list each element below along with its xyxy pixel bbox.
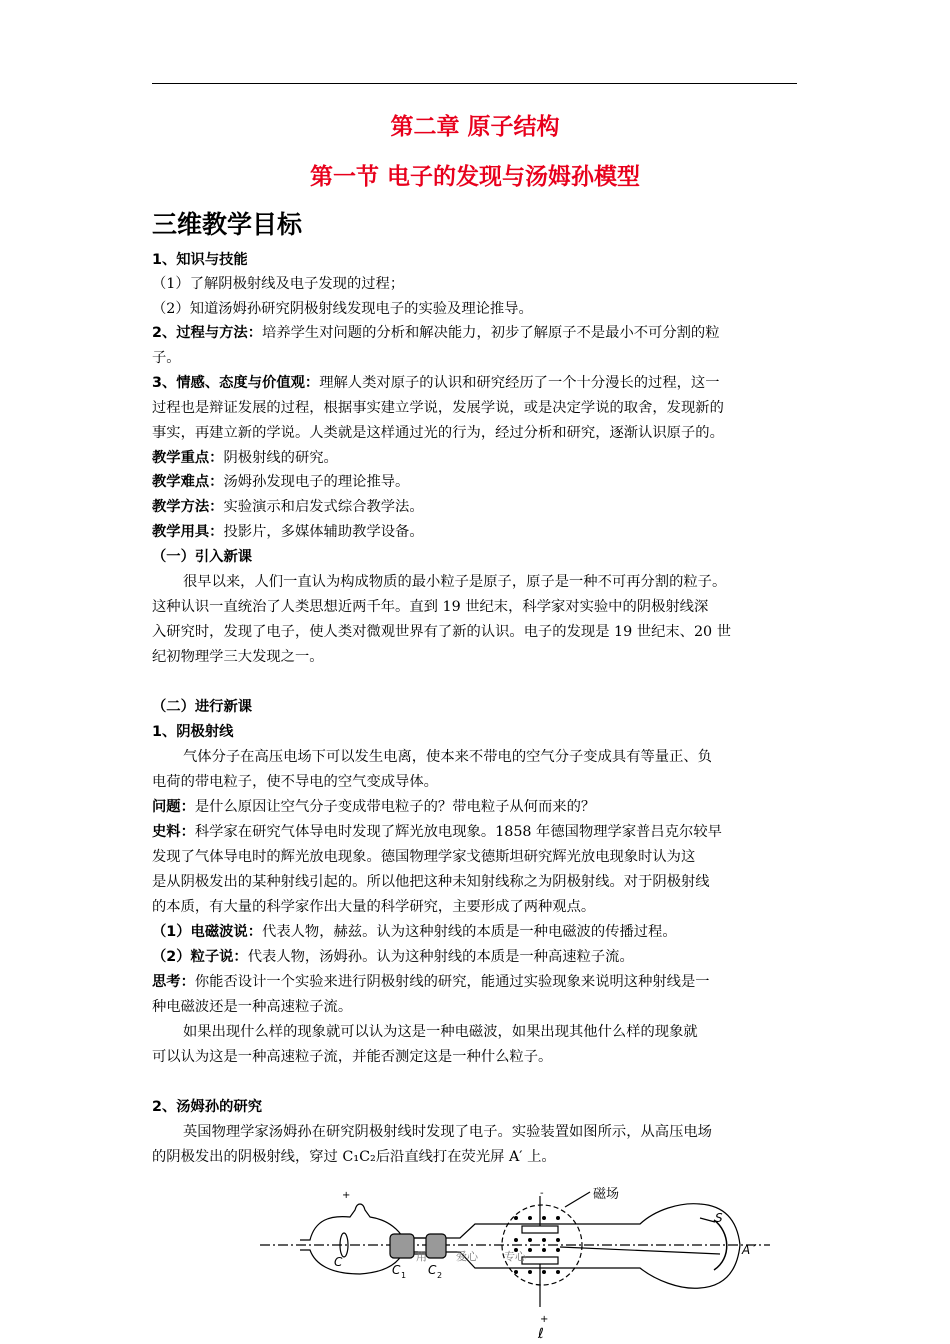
paragraph-1-line-1: 很早以来，人们一直认为构成物质的最小粒子是原子，原子是一种不可再分割的粒子。	[183, 574, 727, 590]
label-ell: ℓ	[538, 1326, 544, 1342]
sub-2-heading: 2、汤姆孙的研究	[152, 1099, 263, 1115]
tools: 教学用具：投影片，多媒体辅助教学设备。	[152, 524, 424, 540]
deflected-beam	[560, 1247, 720, 1254]
obj3: 3、情感、态度与价值观：理解人类对原子的认识和研究经历了一个十分漫长的过程，这一	[152, 375, 720, 391]
history-line-3: 是从阴极发出的某种射线引起的。所以他把这种未知射线称之为阴极射线。对于阴极射线	[152, 874, 710, 890]
upper-plate	[522, 1226, 558, 1233]
lower-plate	[522, 1257, 558, 1264]
label-c: C	[334, 1255, 343, 1269]
view-2: （2）粒子说：代表人物，汤姆孙。认为这种射线的本质是一种高速粒子流。	[152, 949, 634, 965]
paragraph-3-line-1: 如果出现什么样的现象就可以认为这是一种电磁波，如果出现其他什么样的现象就	[183, 1024, 698, 1040]
main-tube	[446, 1204, 740, 1289]
objectives-heading: 三维教学目标	[152, 210, 303, 239]
section-2-heading: （二）进行新课	[152, 699, 253, 715]
label-s: S	[715, 1211, 723, 1225]
watermark-1: 用	[416, 1250, 427, 1263]
obj1-heading: 1、知识与技能	[152, 252, 248, 268]
method: 教学方法：实验演示和启发式综合教学法。	[152, 499, 424, 515]
sub-1-heading: 1、阴极射线	[152, 724, 234, 740]
obj2-cont: 子。	[152, 350, 181, 366]
left-bulb	[300, 1204, 435, 1274]
chapter-title: 第二章 原子结构	[390, 114, 560, 140]
cylinder-c1	[390, 1234, 414, 1258]
paragraph-1-line-2: 这种认识一直统治了人类思想近两千年。直到 19 世纪末，科学家对实验中的阴极射线深	[152, 599, 709, 615]
obj3-cont-2: 事实，再建立新的学说。人类就是这样通过光的行为，经过分析和研究，逐渐认识原子的。	[152, 425, 724, 441]
cylinder-c2	[426, 1234, 446, 1258]
think-line-1: 思考：你能否设计一个实验来进行阴极射线的研究，能通过实验现象来说明这种射线是一	[152, 974, 710, 990]
paragraph-1-line-4: 纪初物理学三大发现之一。	[152, 649, 324, 665]
paragraph-4-line-1: 英国物理学家汤姆孙在研究阴极射线时发现了电子。实验装置如图所示，从高压电场	[183, 1124, 712, 1140]
header-rule	[152, 83, 797, 84]
watermark-3: 专心	[504, 1250, 526, 1263]
obj3-cont-1: 过程也是辩证发展的过程，根据事实建立学说，发展学说，或是决定学说的取舍，发现新的	[152, 400, 724, 416]
paragraph-3-line-2: 可以认为这是一种高速粒子流，并能否测定这是一种什么粒子。	[152, 1049, 553, 1065]
paragraph-2-line-1: 气体分子在高压电场下可以发生电离，使本来不带电的空气分子变成具有等量正、负	[183, 749, 712, 765]
watermark-2: 爱心	[456, 1250, 478, 1263]
view-1: （1）电磁波说：代表人物，赫兹。认为这种射线的本质是一种电磁波的传播过程。	[152, 924, 677, 940]
obj1-item-1: （1）了解阴极射线及电子发现的过程；	[152, 276, 405, 292]
section-1-heading: （一）引入新课	[152, 549, 253, 565]
key-point: 教学重点：阴极射线的研究。	[152, 450, 338, 466]
section-title: 第一节 电子的发现与汤姆孙模型	[309, 164, 640, 190]
label-c2: C	[428, 1263, 437, 1277]
obj1-item-2: （2）知道汤姆孙研究阴极射线发现电子的实验及理论推导。	[152, 301, 533, 317]
magnet-leader	[565, 1192, 590, 1207]
paragraph-1-line-3: 入研究时，发现了电子，使人类对微观世界有了新的认识。电子的发现是 19 世纪末、20 世	[152, 624, 731, 640]
cathode-ray-tube-diagram	[260, 1182, 780, 1342]
history-line-2: 发现了气体导电时的辉光放电现象。德国物理学家戈德斯坦研究辉光放电现象时认为这	[152, 849, 696, 865]
label-plus-lower: +	[540, 1314, 549, 1325]
question: 问题：是什么原因让空气分子变成带电粒子的？带电粒子从何而来的？	[152, 799, 596, 815]
label-a-prime: A´	[742, 1243, 757, 1257]
history-line-1: 史料：科学家在研究气体导电时发现了辉光放电现象。1858 年德国物理学家普吕克尔较早	[152, 824, 722, 840]
paragraph-4-line-2: 的阴极发出的阴极射线，穿过 C₁C₂后沿直线打在荧光屏 A′ 上。	[152, 1149, 556, 1165]
paragraph-2-line-2: 电荷的带电粒子，使不导电的空气变成导体。	[152, 774, 438, 790]
label-plus-anode: +	[342, 1190, 351, 1201]
history-line-4: 的本质，有大量的科学家作出大量的科学研究，主要形成了两种观点。	[152, 899, 596, 915]
label-c1-subscript: 1	[401, 1271, 407, 1280]
label-minus: -	[540, 1188, 544, 1199]
obj2: 2、过程与方法：培养学生对问题的分析和解决能力，初步了解原子不是最小不可分割的粒	[152, 325, 720, 341]
think-line-2: 种电磁波还是一种高速粒子流。	[152, 999, 353, 1015]
label-c2-subscript: 2	[437, 1271, 443, 1280]
label-c1: C	[392, 1263, 401, 1277]
difficulty: 教学难点：汤姆孙发现电子的理论推导。	[152, 474, 410, 490]
label-magnet: 磁场	[593, 1187, 620, 1202]
